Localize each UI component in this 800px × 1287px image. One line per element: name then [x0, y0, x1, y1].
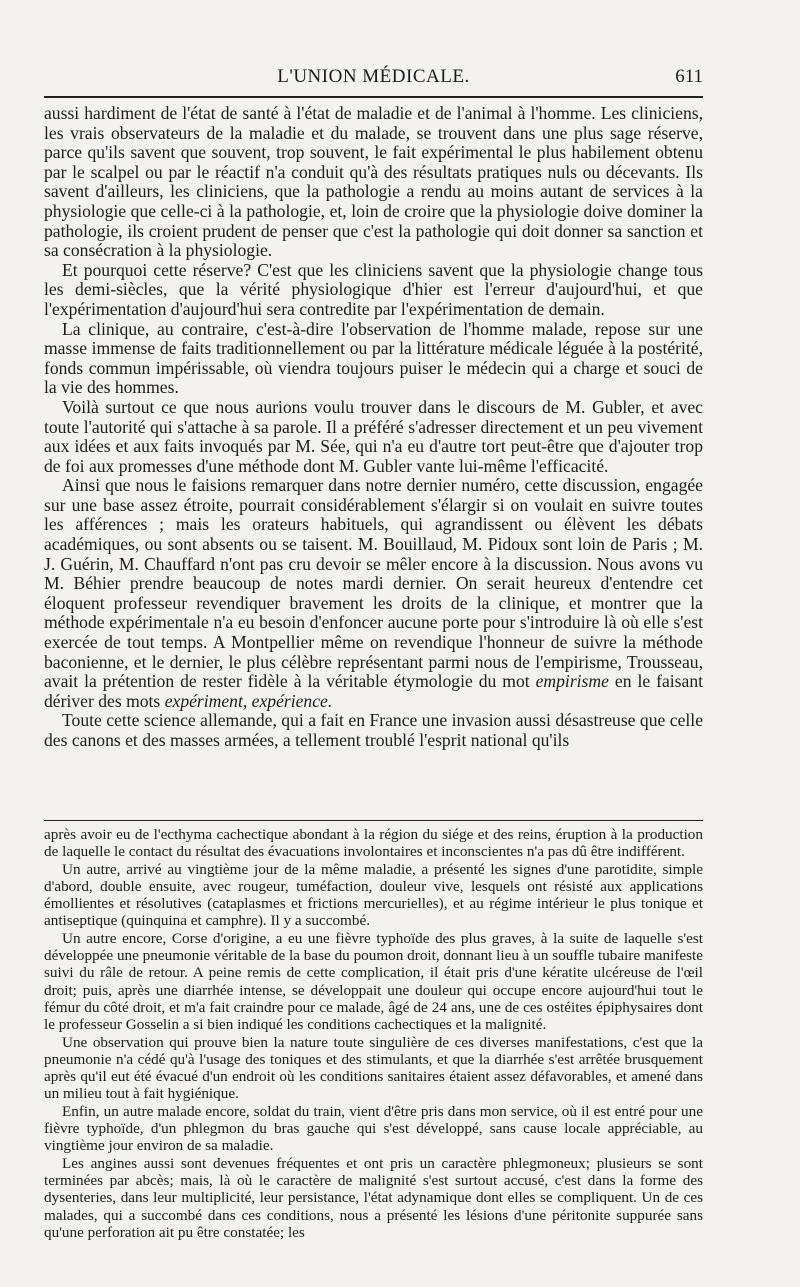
journal-title: L'UNION MÉDICALE.: [277, 66, 470, 87]
note-paragraph: Une observation qui prouve bien la nature toute singulière de ces diverses manifestations, c'est que la pneumonie n'a cédé qu'à l'usage des toniques et des stimulants, et que la diarrhée s'est arrêtée brusquement après qu'il eut été évacué d'un endroit où les conditions sanitaires étaient assez défavorables, et amené dans un milieu tout à fait hygiénique.: [44, 1033, 703, 1103]
note-paragraph: après avoir eu de l'ecthyma cachectique abondant à la région du siége et des reins, éruption à la production de laquelle le contact du résultat des évacuations involontaires et inconscientes n'a pas dû être indifférent.: [44, 826, 703, 861]
page-number: 611: [675, 66, 703, 87]
footnote-separator: [44, 820, 703, 821]
paragraph: Voilà surtout ce que nous aurions voulu trouver dans le discours de M. Gubler, et avec toute l'autorité qui s'attache à sa parole. Il a préféré s'adresser directement et un peu vivement aux idées et aux faits invoqués par M. Sée, qui n'a eu d'autre tort peut-être que d'ajouter trop de foi aux promesses d'une méthode dont M. Gubler vante lui-même l'efficacité.: [44, 396, 703, 476]
paragraph: Toute cette science allemande, qui a fait en France une invasion aussi désastreuse que celle des canons et des masses armées, a tellement troublé l'esprit national qu'ils: [44, 710, 703, 750]
paragraph-text: Ainsi que nous le faisions remarquer dans notre dernier numéro, cette discussion, engagée sur une base assez étroite, pourrait considérablement s'élargir si on voulait en suivre toutes les afférences ; mais les orateurs habituels, qui agrandissent ou élèvent les débats académiques, ou sont absents ou se taisent. M. Bouillaud, M. Pidoux sont loin de Paris ; M. J. Guérin, M. Chauffard n'ont pas cru devoir se mêler encore à la discussion. Nous avons vu M. Béhier prendre beaucoup de notes mardi dernier. On serait heureux d'entendre cet éloquent professeur revendiquer bravement les droits de la clinique, et montrer que la méthode expérimentale n'a eu besoin d'enfoncer aucune porte pour s'introduire là où elle s'est exercée de tout temps. A Montpellier même on revendique l'honneur de suivre la méthode baconienne, et le dernier, le plus célèbre représentant parmi nous de l'empirisme, Trousseau, avait la prétention de rester fidèle à la véritable étymologie du mot: [44, 475, 703, 692]
paragraph: La clinique, au contraire, c'est-à-dire l'observation de l'homme malade, repose sur une masse immense de faits traditionnellement ou par la littérature médicale léguée à la postérité, fonds commun impérissable, où viendra toujours puiser le médecin qui a charge et souci de la vie des hommes.: [44, 318, 703, 398]
paragraph: [44, 476, 703, 711]
feuilleton-text: [44, 826, 703, 1241]
paragraph-text: en le faisant dériver des mots: [44, 671, 704, 711]
main-text: [44, 104, 703, 751]
running-header: [44, 60, 703, 98]
note-paragraph: Enfin, un autre malade encore, soldat du train, vient d'être pris dans mon service, où il est entré pour une fièvre typhoïde, d'un phlegmon du bras gauche qui s'est développé, sans cause locale appréciable, au vingtième jour environ de sa maladie.: [44, 1102, 703, 1155]
note-paragraph: Les angines aussi sont devenues fréquentes et ont pris un caractère phlegmoneux; plusieurs se sont terminées par abcès; mais, là où le caractère de malignité s'est surtout accusé, c'est dans la forme des dysenteries, dans leur multiplicité, leur persistance, l'état adynamique dont elles se compliquent. Un de ces malades, qui a succombé dans ces conditions, nous a présenté les lésions d'une péritonite suppurée sans qu'une perforation ait pu être constatée; les: [44, 1154, 703, 1241]
italic-term: empirisme: [535, 671, 609, 692]
paragraph: Et pourquoi cette réserve? C'est que les cliniciens savent que la physiologie change tous les demi-siècles, que la vérité physiologique d'hier est l'erreur d'aujourd'hui, et que l'expérimentation d'aujourd'hui sera contredite par l'expérimentation de demain.: [44, 259, 703, 319]
note-paragraph: Un autre, arrivé au vingtième jour de la même maladie, a présenté les signes d'une parotidite, simple d'abord, double ensuite, avec rougeur, tuméfaction, douleur vive, lesquels ont résisté aux applications émollientes et résolutives (cataplasmes et frictions mercurielles), et au régime intérieur le plus tonique et antiseptique (quinquina et camphre). Il y a succombé.: [44, 860, 703, 930]
paragraph: aussi hardiment de l'état de santé à l'état de maladie et de l'animal à l'homme. Les cliniciens, les vrais observateurs de la maladie et du malade, se trouvent dans une plus sage réserve, parce qu'ils savent que souvent, trop souvent, le fait expérimental le plus habilement obtenu par le scalpel ou par le réactif n'a conduit qu'à des résultats pratiques nuls ou décevants. Ils savent d'ailleurs, les cliniciens, que la pathologie a rendu au moins autant de services à la physiologie que celle-ci à la pathologie, et, loin de croire que la physiologie doive dominer la pathologie, ils croient prudent de penser que c'est la pathologie qui doit donner sa sanction et sa consécration à la physiologie.: [44, 103, 703, 261]
italic-term: expériment, expérience.: [164, 690, 333, 711]
note-paragraph: Un autre encore, Corse d'origine, a eu une fièvre typhoïde des plus graves, à la suite de laquelle s'est développée une pneumonie véritable de la base du poumon droit, donnant lieu à un souffle tubaire manifeste suivi du râle de retour. A peine remis de cette complication, il était pris d'une kératite ulcéreuse de l'œil droit; puis, après une diarrhée intense, se développait une douleur qui occupe encore aujourd'hui tout le fémur du côté droit, et m'a fait craindre pour ce malade, âgé de 24 ans, une de ces ostéites épiphysaires dont le professeur Gosselin a si bien indiqué les conditions cachectiques et la malignité.: [44, 929, 703, 1034]
